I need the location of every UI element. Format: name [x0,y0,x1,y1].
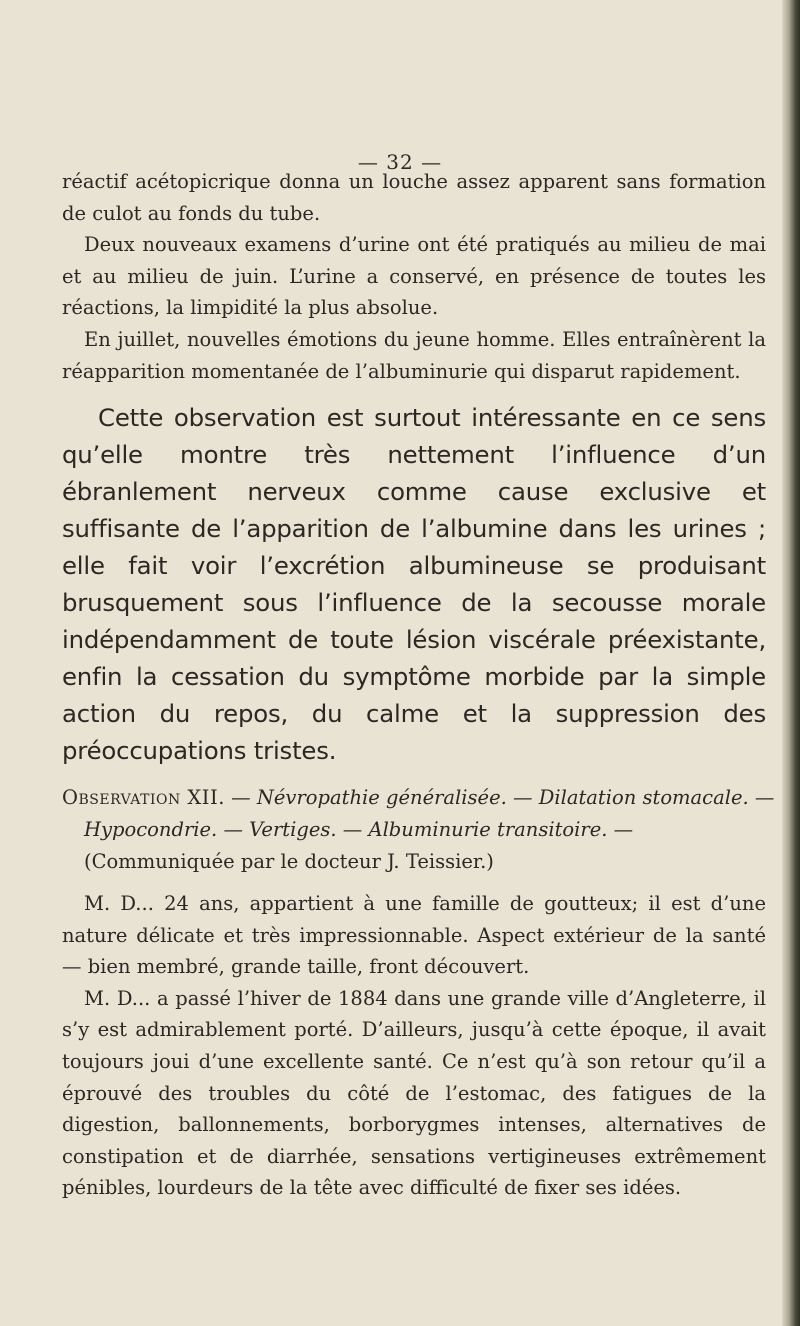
commentary-paragraph: Cette observation est surtout intéressante en ce sens qu’elle montre très nettement l’influence d’un ébranlement nerveux comme cause exclusive et suffisante de l’apparition de l’albumine dans les urines ; elle fait voir l’excrétion albumineuse se produisant brusquement sous l’influence de la secousse morale indépendamment de toute lésion viscérale préexistante, enfin la cessation du symptôme morbide par la simple action du repos, du calme et la suppression des préoccupations tristes. [62,403,766,765]
case-paragraph-2: M. D... a passé l’hiver de 1884 dans une grande ville d’Angleterre, il s’y est admirablement porté. D’ailleurs, jusqu’à cette époque, il avait toujours joui d’une excellente santé. Ce n’est qu’à son retour qu’il a éprouvé des troubles du côté de l’estomac, des fatigues de la digestion, ballonnements, borborygmes intenses, alternatives de constipation et de diarrhée, sensations vertigineuses extrêmement pénibles, lourdeurs de la tête avec difficulté de fixer ses idées. [62,986,766,1200]
commentary-section [62,399,766,769]
book-binding-edge [782,0,800,1326]
observation-label: Observation XII. [62,786,225,809]
intro-paragraph-2: Deux nouveaux examens d’urine ont été pratiqués au milieu de mai et au milieu de juin. L’urine a conservé, en présence de toutes les réactions, la limpidité la plus absolue. [62,233,766,320]
intro-paragraph-1: réactif acétopicrique donna un louche assez apparent sans formation de culot au fonds du tube. [62,170,766,225]
page-number: — 32 — [357,150,443,174]
intro-paragraph-3: En juillet, nouvelles émotions du jeune homme. Elles entraînèrent la réapparition momentanée de l’albuminurie qui disparut rapidement. [62,327,766,383]
intro-section [62,166,766,387]
observation-source: — (Communiquée par le docteur J. Teissier.) [84,818,634,873]
case-section [62,888,766,1204]
observation-title: — Névropathie généralisée. — Dilatation stomacale. — Hypocondrie. — Vertiges. — Albuminurie transitoire. [84,786,775,841]
observation-heading [62,782,788,878]
case-paragraph-1: M. D... 24 ans, appartient à une famille de goutteux; il est d’une nature délicate et très impressionnable. Aspect extérieur de la santé — bien membré, grande taille, front découvert. [62,892,766,979]
